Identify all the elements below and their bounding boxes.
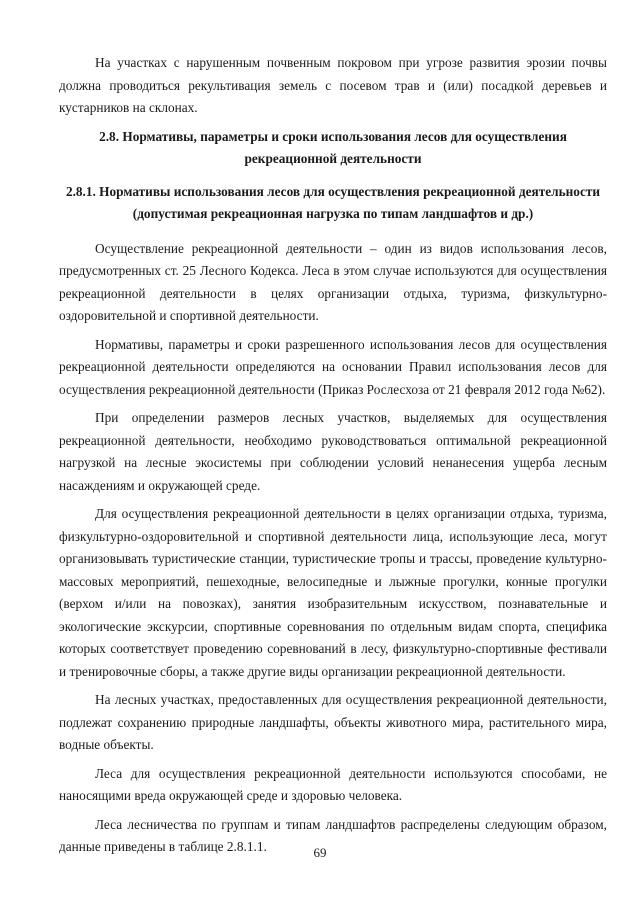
paragraph-methods: Леса для осуществления рекреационной деятельности используются способами, не наносящими вреда окружающей среде и здоровью человека. <box>59 765 607 803</box>
paragraph-preservation: На лесных участках, предоставленных для осуществления рекреационной деятельности, подлежат сохранению природные ландшафты, объекты животного мира, растительного мира, водные объекты. <box>59 692 607 752</box>
section-heading: 2.8. Нормативы, параметры и сроки использования лесов для осуществления рекреационной деятельности <box>99 128 567 166</box>
paragraph-recreation-definition: Осуществление рекреационной деятельности – один из видов использования лесов, предусмотренных ст. 25 Лесного Кодекса. Леса в этом случае используются для осуществления рекреационной деятельности в целях организации отдыха, туризма, физкультурно-оздоровительной и спортивной деятельности. <box>59 240 607 323</box>
page-number: 69 <box>313 845 327 860</box>
paragraph-activities: Для осуществления рекреационной деятельности в целях организации отдыха, туризма, физкультурно-оздоровительной и спортивной деятельности лица, использующие леса, могут организовывать туристические станции, туристические тропы и трассы, проведение культурно-массовых мероприятий, пешеходные, велосипедные и лыжные прогулки, конные прогулки (верхом и/или на повозках), занятия изобразительным искусством, познавательные и экологические экскурсии, спортивные соревнования по отдельным видам спорта, специфика которых соответствует проведению соревнований в лесу, физкультурно-спортивные фестивали и тренировочные сборы, а также другие виды организации рекреационной деятельности. <box>59 506 607 679</box>
page-content <box>59 52 607 865</box>
subsection-heading: 2.8.1. Нормативы использования лесов для осуществления рекреационной деятельности (допустимая рекреационная нагрузка по типам ландшафтов и др.) <box>65 183 601 221</box>
paragraph-plot-size: При определении размеров лесных участков, выделяемых для осуществления рекреационной деятельности, необходимо руководствоваться оптимальной рекреационной нагрузкой на лесные экосистемы при соблюдении условий ненанесения ущерба лесным насаждениям и окружающей среде. <box>59 410 607 493</box>
paragraph-norms: Нормативы, параметры и сроки разрешенного использования лесов для осуществления рекреационной деятельности определяются на основании Правил использования лесов для осуществления рекреационной деятельности (Приказ Рослесхоза от 21 февраля 2012 года №62). <box>59 336 607 397</box>
paragraph-erosion: На участках с нарушенным почвенным покровом при угрозе развития эрозии почвы должна проводиться рекультивация земель с посевом трав и (или) посадкой деревьев и кустарников на склонах. <box>59 55 607 115</box>
paragraph-table-reference: Леса лесничества по группам и типам ландшафтов распределены следующим образом, данные приведены в таблице 2.8.1.1. <box>59 816 607 854</box>
